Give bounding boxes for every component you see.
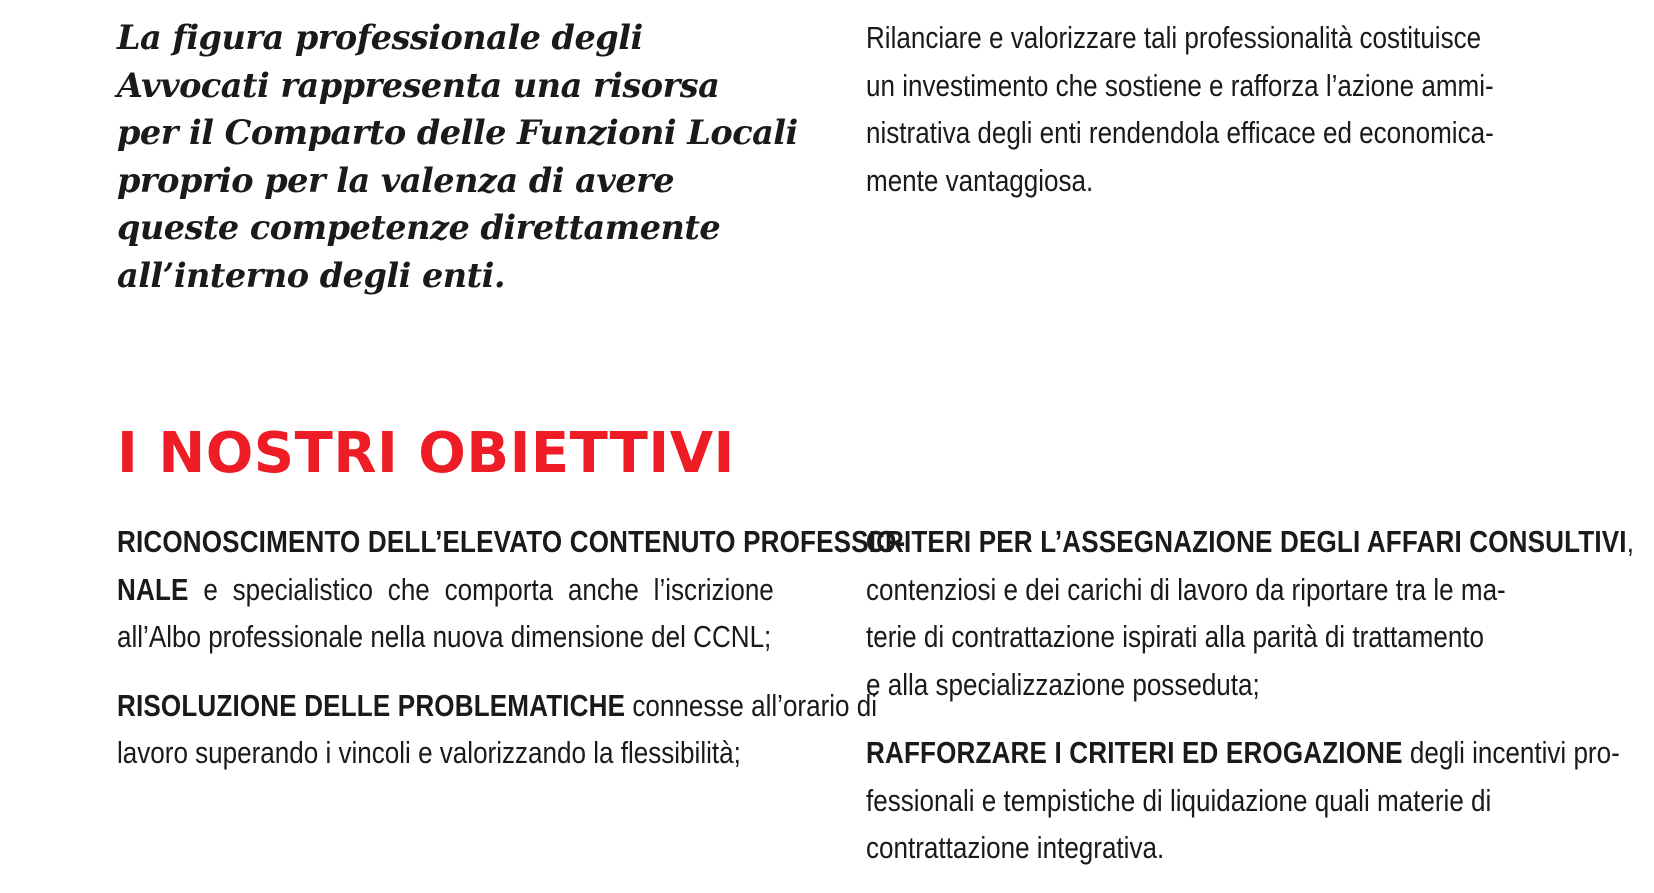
objective-text: e specialistico che comporta anche l’iscrizione [188,571,774,607]
objectives-column-left [117,518,906,798]
objective-text: terie di contrattazione ispirati alla parità di trattamento [866,619,1485,654]
objective-text: lavoro superando i vincoli e valorizzando la flessibilità; [117,735,741,770]
objective-text: degli incentivi pro- [1402,735,1620,770]
objective-heading: RISOLUZIONE DELLE PROBLEMATICHE [117,687,626,723]
objective-text: , [1626,524,1634,559]
objective-heading: CRITERI PER L’ASSEGNAZIONE DEGLI AFFARI CONSULTIVI [866,524,1627,559]
objective-item [117,682,878,777]
pull-quote-line: all’interno degli enti. [117,255,506,295]
pull-quote-line: per il Comparto delle Funzioni Locali [117,113,798,152]
objective-text: e alla specializzazione posseduta; [866,666,1260,702]
pull-quote-line: queste competenze direttamente [117,208,721,247]
objective-item [866,518,1634,708]
objective-heading: NALE [117,571,189,607]
objective-text: contenziosi e dei carichi di lavoro da riportare tra le ma- [866,571,1506,607]
intro-line: nistrativa degli enti rendendola efficace ed economica- [866,115,1494,150]
pull-quote-line: proprio per la valenza di avere [117,160,675,200]
pull-quote-line: La figura professionale degli [117,18,643,57]
pull-quote-line: Avvocati rappresenta una risorsa [117,65,720,105]
objective-heading: RICONOSCIMENTO DELL’ELEVATO CONTENUTO PROFESSIO- [117,524,906,559]
objective-text: all’Albo professionale nella nuova dimensione del CCNL; [117,619,772,654]
objective-text: fessionali e tempistiche di liquidazione quali materie di [866,782,1492,818]
objective-heading: RAFFORZARE I CRITERI ED EROGAZIONE [866,735,1403,770]
objective-item [866,729,1620,872]
intro-line: Rilanciare e valorizzare tali professionalità costituisce [866,20,1482,55]
intro-line: mente vantaggiosa. [866,162,1094,198]
pull-quote [117,14,817,299]
intro-line: un investimento che sostiene e rafforza l’azione ammi- [866,67,1494,103]
intro-paragraph [866,14,1546,204]
section-heading: I NOSTRI OBIETTIVI [117,421,735,486]
objective-text: contrattazione integrativa. [866,830,1165,865]
objective-text: connesse all’orario di [625,687,878,723]
objective-item [117,518,906,661]
objectives-column-right [866,518,1634,893]
